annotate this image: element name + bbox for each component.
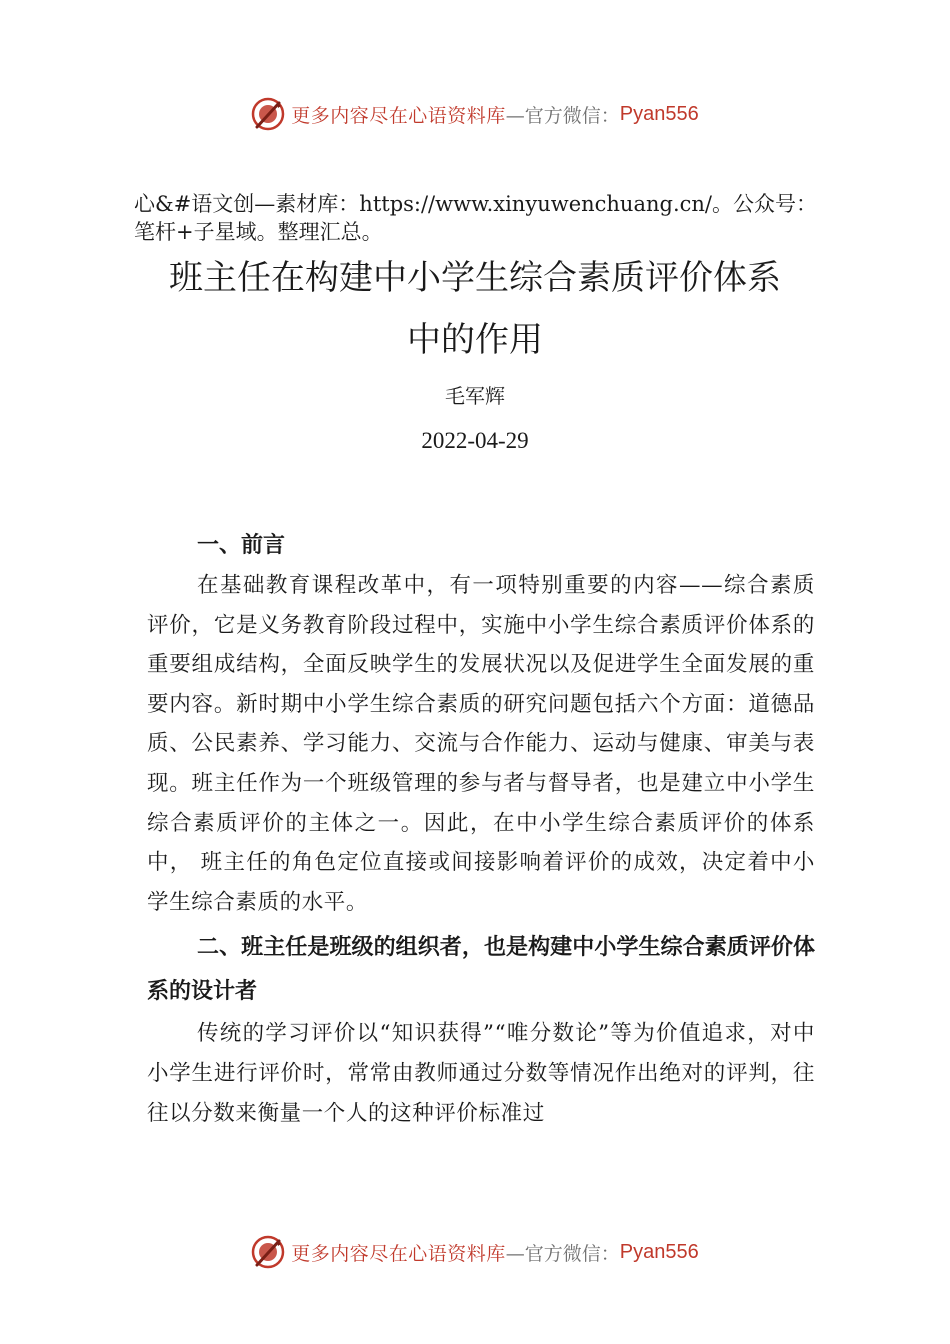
section-paragraph-organizer: 传统的学习评价以“知识获得”“唯分数论”等为价值追求，对中小学生进行评价时，常常由教师通过分数等情况作出绝对的评判，往往以分数来衡量一个人的这种评价标准过: [147, 1021, 815, 1126]
section-heading-organizer: 二、班主任是班级的组织者，也是构建中小学生综合素质评价体系的设计者: [147, 935, 815, 1005]
date: 2022-04-29: [421, 428, 529, 453]
document-title-line2: 中的作用: [407, 320, 543, 360]
banner-main-text: 更多内容尽在心语资料库: [291, 1242, 506, 1265]
document-body: [147, 526, 815, 1133]
banner-dash-text: —官方微信：: [505, 104, 620, 127]
pen-seal-icon: [251, 1235, 285, 1269]
banner-wechat-id: Pyan556: [619, 1240, 699, 1263]
section-paragraph-preface: 在基础教育课程改革中，有一项特别重要的内容——综合素质评价，它是义务教育阶段过程中，实施中小学生综合素质评价体系的重要组成结构，全面反映学生的发展状况以及促进学生全面发展的重要内容。新时期中小学生综合素质的研究问题包括六个方面：道德品质、公民素养、学习能力、交流与合作能力、运动与健康、审美与表现。班主任作为一个班级管理的参与者与督导者，也是建立中小学生综合素质评价的主体之一。因此，在中小学生综合素质评价的体系中， 班主任的角色定位直接或间接影响着评价的成效，决定着中小学生综合素质的水平。: [147, 573, 815, 915]
section-heading-preface: 一、前言: [197, 533, 286, 558]
source-line: 心&#语文创—素材库：https://www.xinyuwenchuang.cn/。公众号：笔杆+子星域。整理汇总。: [134, 192, 817, 244]
document-title-line1: 班主任在构建中小学生综合素质评价体系: [169, 258, 781, 298]
banner-wechat-id: Pyan556: [619, 102, 699, 125]
footer-banner: [0, 1232, 950, 1272]
header-banner: [0, 94, 950, 134]
banner-main-text: 更多内容尽在心语资料库: [291, 104, 506, 127]
author: 毛军辉: [445, 384, 505, 408]
pen-seal-icon: [251, 97, 285, 131]
banner-dash-text: —官方微信：: [505, 1242, 620, 1265]
